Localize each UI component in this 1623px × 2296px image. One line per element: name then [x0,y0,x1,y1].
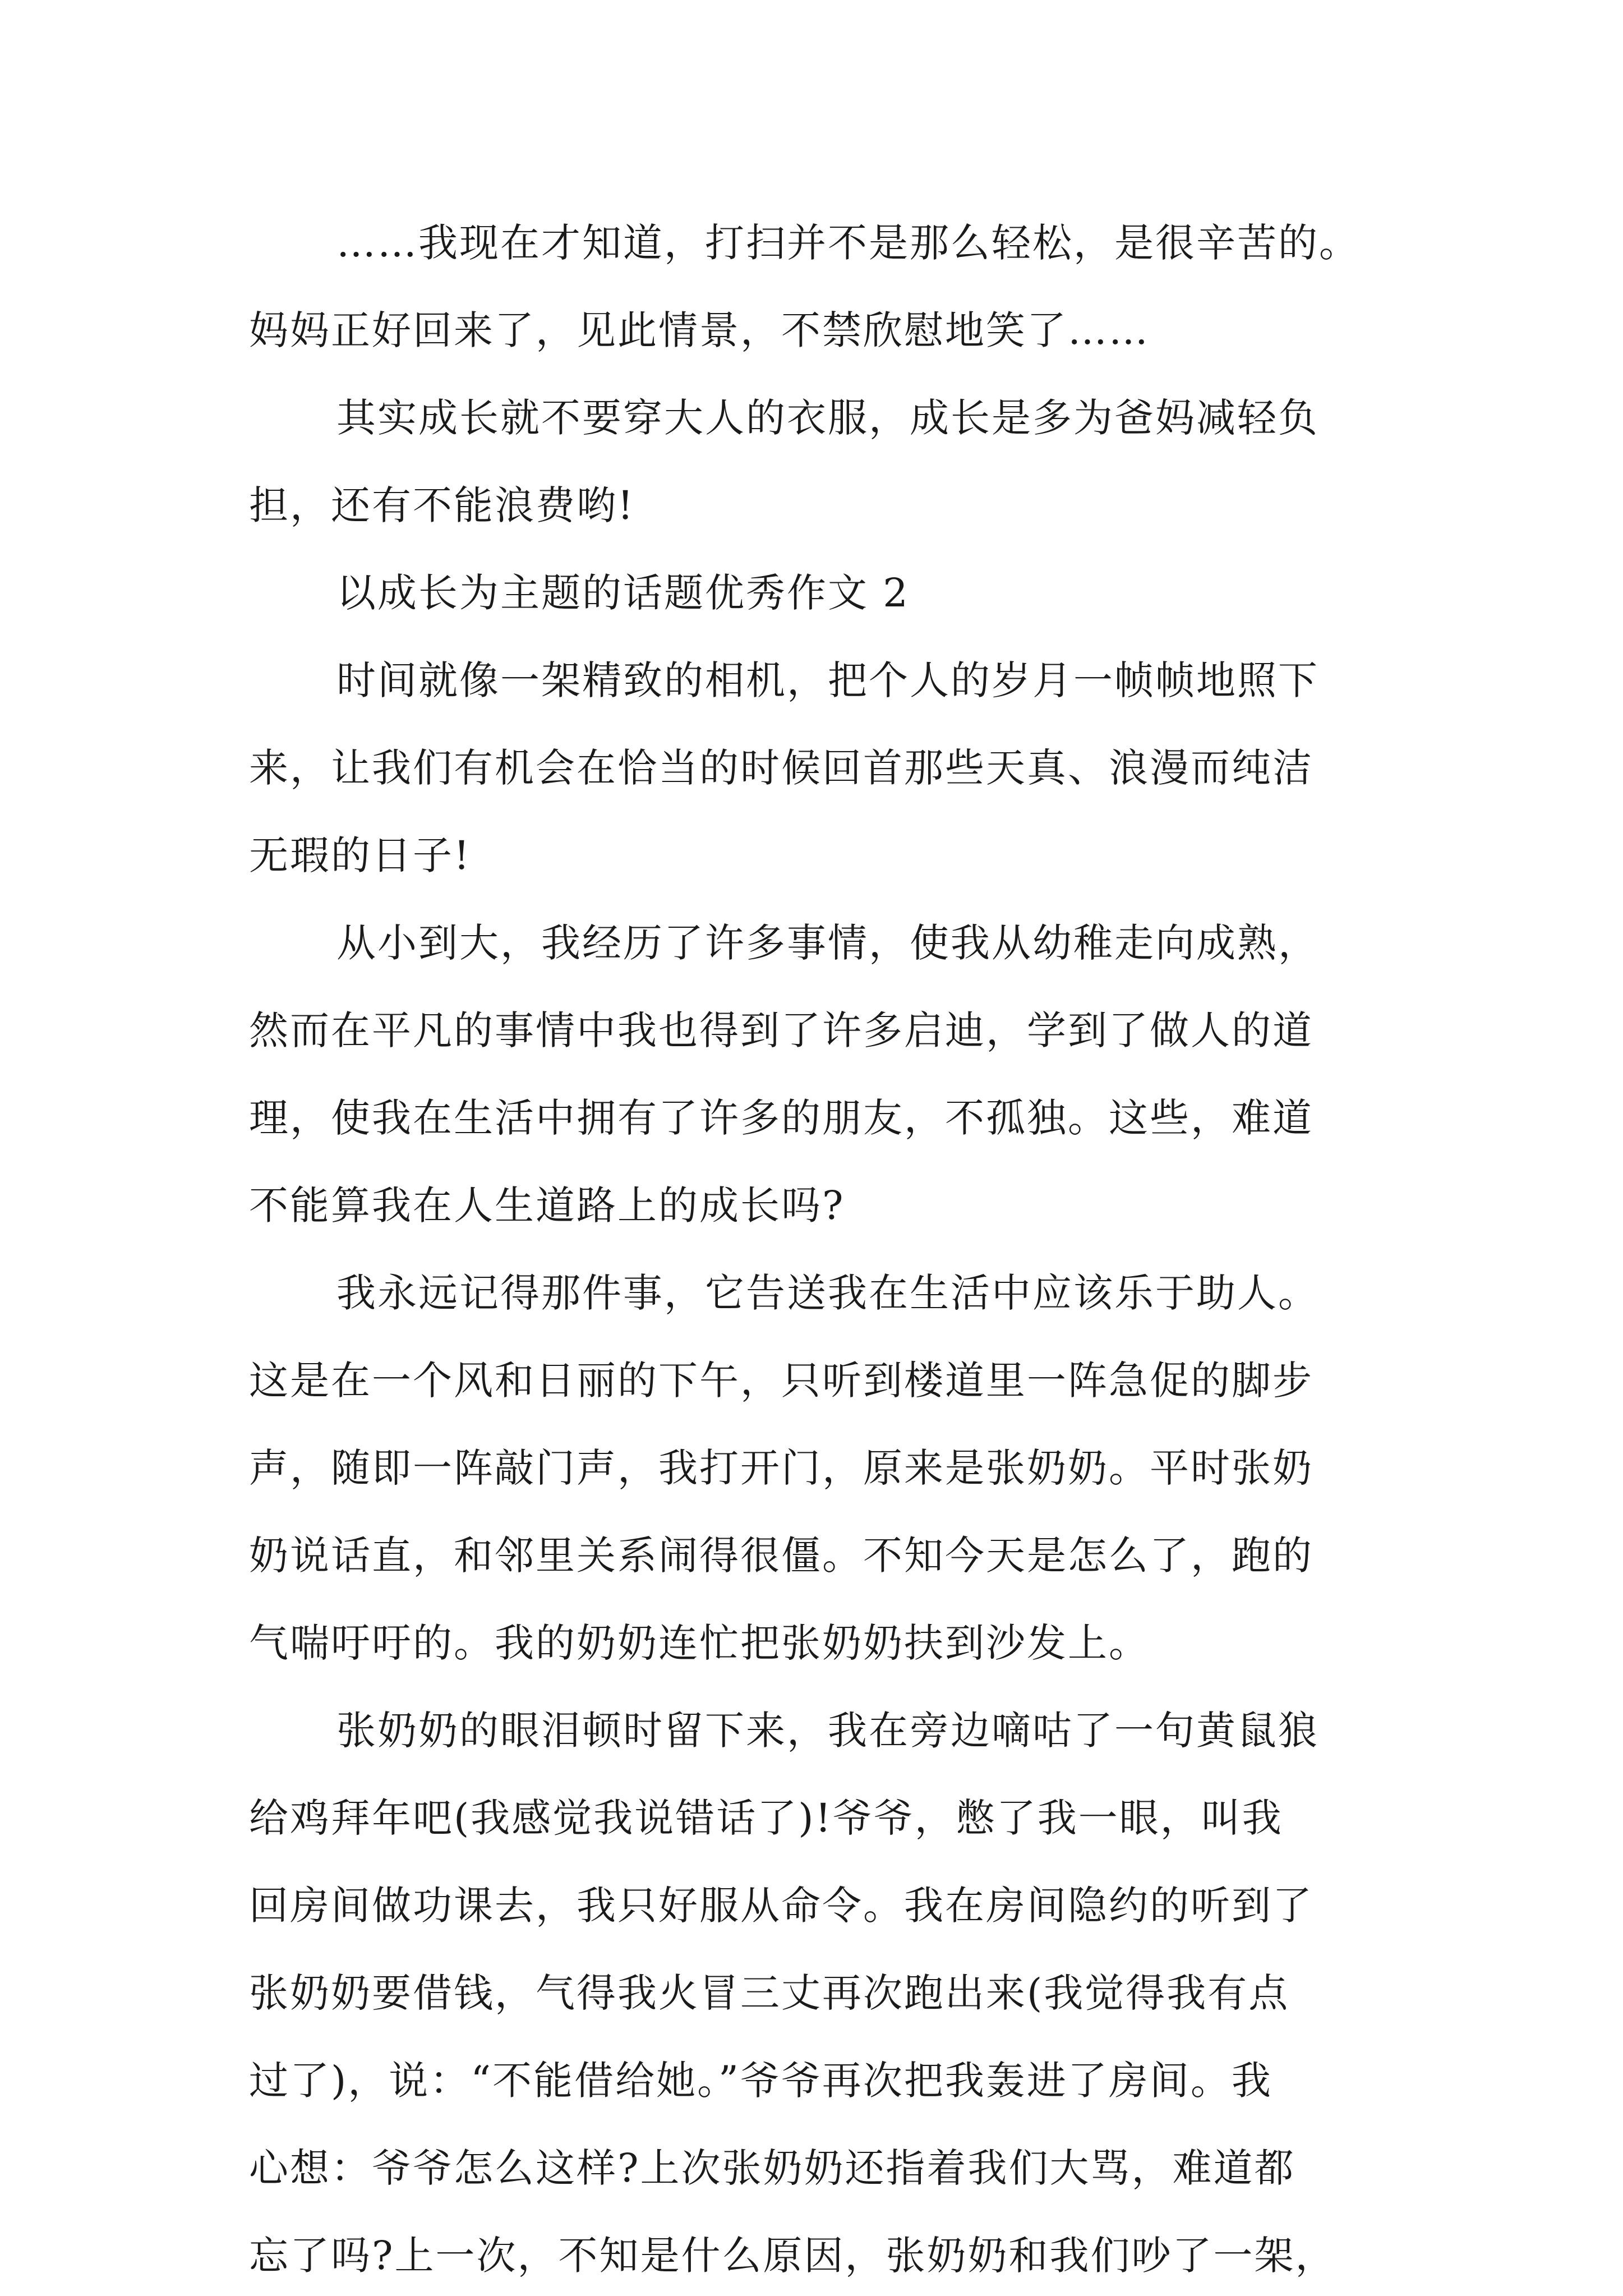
text-line: 来，让我们有机会在恰当的时候回首那些天真、浪漫而纯洁 [249,745,1313,791]
text-line: 妈妈正好回来了，见此情景，不禁欣慰地笑了…… [249,307,1150,353]
text-line: 理，使我在生活中拥有了许多的朋友，不孤独。这些，难道 [249,1095,1313,1141]
text-line: 无瑕的日子! [249,832,472,878]
text-line: 然而在平凡的事情中我也得到了许多启迪，学到了做人的道 [249,1007,1313,1053]
text-line: 回房间做功课去，我只好服从命令。我在房间隐约的听到了 [249,1883,1313,1929]
text-line: 担，还有不能浪费哟! [249,482,635,528]
text-line: 时间就像一架精致的相机，把个人的岁月一帧帧地照下 [336,657,1319,703]
text-line: 其实成长就不要穿大人的衣服，成长是多为爸妈减轻负 [336,395,1319,441]
text-line: 过了)，说：“不能借给她。”爷爷再次把我轰进了房间。我 [249,2058,1272,2104]
text-line: 声，随即一阵敲门声，我打开门，原来是张奶奶。平时张奶 [249,1445,1313,1491]
text-line: 从小到大，我经历了许多事情，使我从幼稚走向成熟， [336,920,1319,966]
text-line: 气喘吁吁的。我的奶奶连忙把张奶奶扶到沙发上。 [249,1620,1150,1666]
text-line: 忘了吗?上一次，不知是什么原因，张奶奶和我们吵了一架， [249,2233,1336,2279]
text-line: 我永远记得那件事，它告送我在生活中应该乐于助人。 [336,1270,1319,1316]
text-line: 张奶奶要借钱，气得我火冒三丈再次跑出来(我觉得我有点 [249,1970,1290,2016]
text-line: 给鸡拜年吧(我感觉我说错话了)!爷爷，憋了我一眼，叫我 [249,1795,1283,1841]
text-line: 张奶奶的眼泪顿时留下来，我在旁边嘀咕了一句黄鼠狼 [336,1708,1319,1754]
text-line: 不能算我在人生道路上的成长吗? [249,1182,845,1228]
text-line: ……我现在才知道，打扫并不是那么轻松，是很辛苦的。 [336,220,1360,266]
text-line: 奶说话直，和邻里关系闹得很僵。不知今天是怎么了，跑的 [249,1533,1313,1579]
section-heading: 以成长为主题的话题优秀作文 2 [336,570,910,616]
text-line: 这是在一个风和日丽的下午，只听到楼道里一阵急促的脚步 [249,1358,1313,1404]
text-line: 心想：爷爷怎么这样?上次张奶奶还指着我们大骂，难道都 [249,2145,1295,2191]
